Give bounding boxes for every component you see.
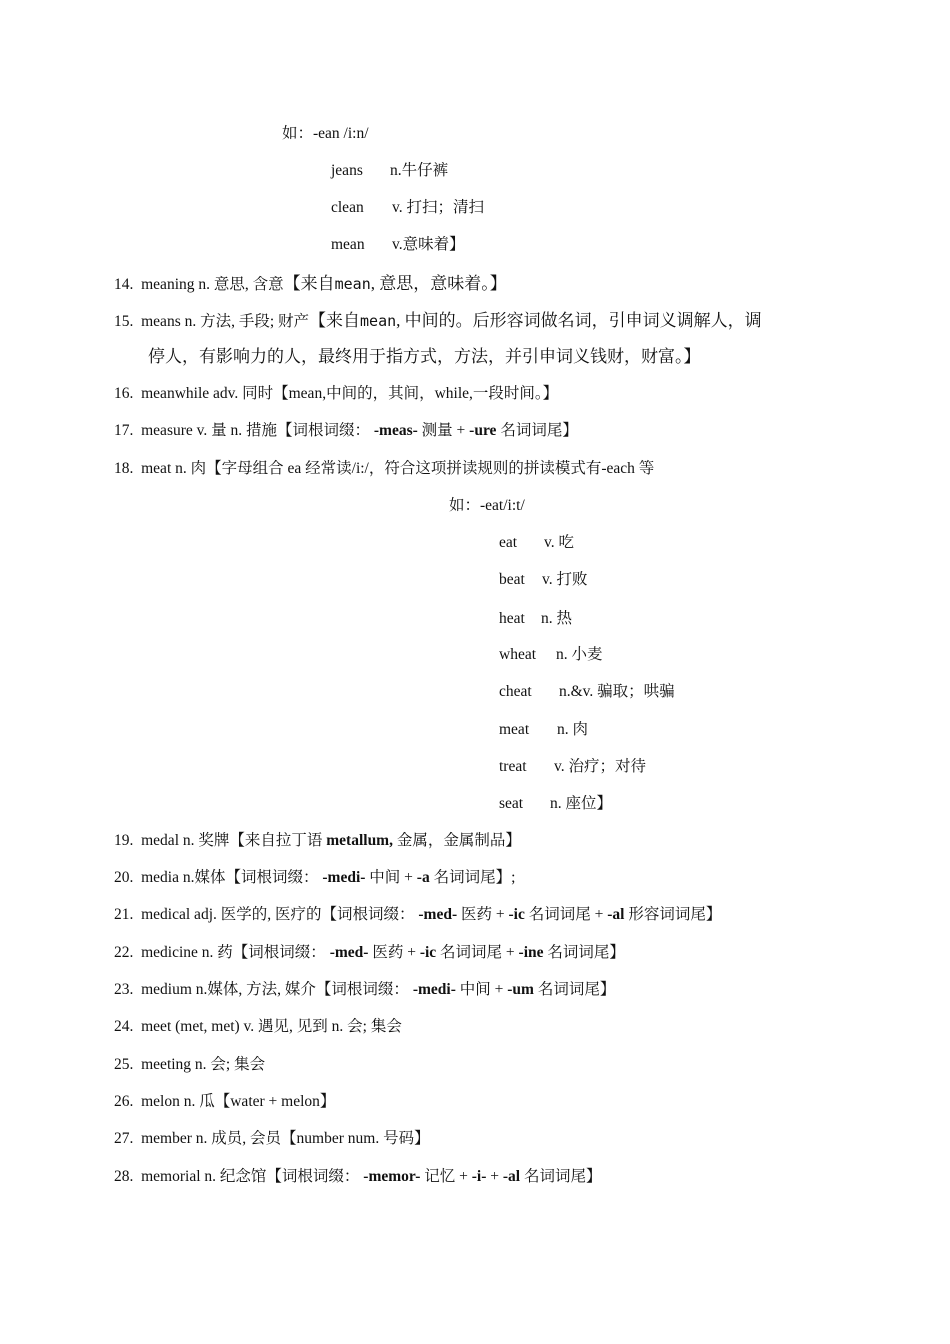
example-def: v.意味着】 — [392, 236, 465, 253]
example-def: v. 治疗；对待 — [554, 758, 646, 775]
root-affix: -ic — [508, 906, 525, 923]
entry-mono-word: mean — [360, 312, 397, 330]
affix-meaning: 名词词尾 + — [524, 906, 608, 923]
example-row — [499, 611, 572, 627]
example-row — [499, 722, 588, 738]
entry-number: 18. — [114, 460, 134, 477]
entry-number: 23. — [114, 981, 134, 998]
entry-number: 14. — [114, 276, 134, 293]
entry-bracket: , 中间的。后形容词做名词，引申词义调解人，调 — [396, 311, 762, 330]
affix-meaning: 名词词尾 + — [436, 944, 519, 961]
example-row — [499, 684, 675, 700]
entry-head: medium n.媒体, 方法, 媒介【词根词缀： — [141, 981, 413, 998]
root-affix: -medi- — [322, 869, 366, 886]
entry-number: 20. — [114, 869, 134, 886]
entry-number: 15. — [114, 313, 134, 330]
root-affix: -ic — [419, 944, 437, 961]
entry-bracket: 【来自 — [283, 274, 335, 293]
example-def: v. 打败 — [542, 571, 588, 588]
entry-27 — [114, 1131, 430, 1147]
entry-head: memorial n. 纪念馆【词根词缀： — [141, 1168, 364, 1185]
root-affix: -med- — [329, 944, 369, 961]
example-word: heat — [499, 610, 525, 627]
example-row — [499, 759, 646, 775]
entry-head: medical adj. 医学的, 医疗的【词根词缀： — [141, 906, 419, 923]
affix-meaning: 名词词尾】 — [543, 944, 625, 961]
entry-15 — [114, 312, 762, 330]
entry-26 — [114, 1094, 335, 1110]
root-affix: -i- — [471, 1168, 487, 1185]
entry-number: 22. — [114, 944, 134, 961]
entry-head: media n.媒体【词根词缀： — [141, 869, 323, 886]
root-affix: -ine — [518, 944, 544, 961]
entry-number: 19. — [114, 832, 134, 849]
entry-20 — [114, 870, 515, 886]
example-word: beat — [499, 571, 525, 588]
example-row — [499, 572, 588, 588]
entry-18 — [114, 461, 654, 477]
affix-meaning: 中间 + — [455, 981, 508, 998]
root-affix: -al — [607, 906, 625, 923]
entry-head: measure v. 量 n. 措施【词根词缀： — [141, 422, 374, 439]
example-row — [499, 647, 603, 663]
root-affix: -memor- — [363, 1168, 421, 1185]
affix-meaning: 中间 + — [365, 869, 417, 886]
example-row — [499, 535, 574, 551]
affix-meaning: 记忆 + — [420, 1168, 472, 1185]
affix-meaning: 名词词尾】 — [520, 1168, 602, 1185]
entry-text: melon n. 瓜【water + melon】 — [141, 1093, 336, 1110]
entry-number: 26. — [114, 1093, 134, 1110]
entry-17 — [114, 423, 578, 439]
pattern-intro-ean: 如：-ean /i:n/ — [282, 125, 369, 142]
entry-14 — [114, 275, 507, 293]
root-affix: -med- — [418, 906, 458, 923]
example-word: mean — [331, 236, 365, 253]
root-affix: -meas- — [373, 422, 418, 439]
entry-23 — [114, 982, 615, 998]
affix-meaning: 名词词尾】 — [533, 981, 616, 998]
example-def: v. 吃 — [544, 534, 574, 551]
entry-head: meaning n. 意思, 含意 — [141, 276, 284, 293]
example-word: clean — [331, 199, 364, 216]
example-row — [331, 237, 465, 253]
example-def: n.牛仔裤 — [390, 162, 449, 179]
example-word: cheat — [499, 683, 532, 700]
example-word: wheat — [499, 646, 537, 663]
entry-bracket: , 意思，意味着。】 — [370, 274, 507, 293]
pattern-intro-eat: 如：-eat/i:t/ — [449, 497, 525, 514]
entry-number: 17. — [114, 422, 134, 439]
example-word: eat — [499, 534, 518, 551]
root-affix: -ure — [469, 422, 497, 439]
example-word: treat — [499, 758, 527, 775]
affix-meaning: 名词词尾】 — [496, 422, 578, 439]
entry-25 — [114, 1057, 265, 1073]
entry-text: member n. 成员, 会员【number num. 号码】 — [141, 1130, 430, 1147]
entry-text: meanwhile adv. 同时【mean,中间的，其间，while,一段时间。】 — [141, 385, 559, 402]
entry-head: medal n. 奖牌【来自拉丁语 — [141, 832, 327, 849]
entry-24 — [114, 1019, 402, 1035]
example-word: seat — [499, 795, 524, 812]
entry-text: meat n. 肉【字母组合 ea 经常读/i:/，符合这项拼读规则的拼读模式有-each 等 — [141, 460, 655, 477]
entry-text: meeting n. 会; 集会 — [141, 1056, 266, 1073]
root-affix: -medi- — [412, 981, 456, 998]
example-row — [331, 200, 484, 216]
example-row — [499, 796, 612, 812]
affix-meaning: 医药 + — [457, 906, 509, 923]
affix-meaning: 名词词尾】; — [429, 869, 516, 886]
entry-bracket: 【来自 — [309, 311, 361, 330]
entry-19 — [114, 833, 521, 849]
affix-meaning: 形容词词尾】 — [624, 906, 722, 923]
entry-28 — [114, 1169, 602, 1185]
example-word: jeans — [331, 162, 363, 179]
root-affix: -al — [502, 1168, 521, 1185]
example-row — [331, 163, 448, 179]
entry-head: means n. 方法, 手段; 财产 — [141, 313, 310, 330]
entry-15-continuation: 停人，有影响力的人，最终用于指方式，方法，并引申词义钱财，财富。】 — [148, 347, 701, 366]
entry-mono-word: mean — [334, 275, 371, 293]
example-def: n. 肉 — [557, 721, 589, 738]
entry-number: 27. — [114, 1130, 134, 1147]
entry-number: 28. — [114, 1168, 134, 1185]
affix-meaning: + — [486, 1168, 503, 1185]
affix-meaning: 测量 + — [417, 422, 470, 439]
example-def: n. 热 — [541, 610, 573, 627]
example-def: n. 座位】 — [550, 795, 613, 812]
example-def: n.&v. 骗取；哄骗 — [559, 683, 675, 700]
example-word: meat — [499, 721, 530, 738]
affix-meaning: 金属，金属制品】 — [392, 832, 521, 849]
entry-22 — [114, 945, 625, 961]
entry-number: 21. — [114, 906, 134, 923]
entry-16 — [114, 386, 558, 402]
root-affix: metallum, — [326, 832, 393, 849]
entry-number: 16. — [114, 385, 134, 402]
entry-head: medicine n. 药【词根词缀： — [141, 944, 330, 961]
entry-text: meet (met, met) v. 遇见, 见到 n. 会; 集会 — [141, 1018, 402, 1035]
affix-meaning: 医药 + — [368, 944, 420, 961]
entry-21 — [114, 907, 721, 923]
example-def: v. 打扫；清扫 — [392, 199, 484, 216]
example-def: n. 小麦 — [556, 646, 603, 663]
root-affix: -um — [507, 981, 534, 998]
root-affix: -a — [416, 869, 430, 886]
entry-number: 25. — [114, 1056, 134, 1073]
entry-number: 24. — [114, 1018, 134, 1035]
